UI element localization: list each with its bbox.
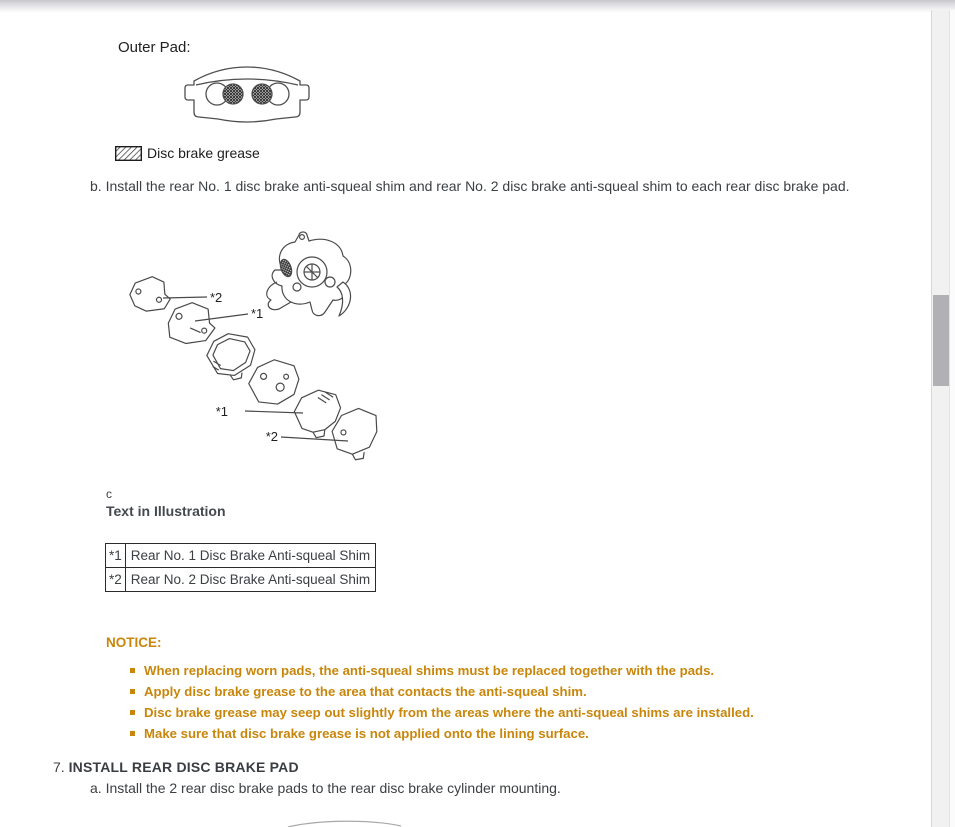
callout-key-cell: *1 xyxy=(106,544,126,568)
callout-bottom-shim1: *1 xyxy=(215,404,228,419)
square-bullet-icon xyxy=(130,731,135,736)
step-7-heading xyxy=(53,759,299,775)
grease-legend xyxy=(115,145,260,161)
scrollbar[interactable] xyxy=(931,10,950,827)
notice-item-text: When replacing worn pads, the anti-squeal shims must be replaced together with the pads. xyxy=(144,663,715,678)
square-bullet-icon xyxy=(130,710,135,715)
notice-item-text: Make sure that disc brake grease is not applied onto the lining surface. xyxy=(144,726,589,741)
substep-b-text: b. Install the rear No. 1 disc brake anti-squeal shim and rear No. 2 disc brake anti-squeal shim to each rear disc brake pad. xyxy=(90,178,850,194)
notice-item-text: Disc brake grease may seep out slightly from the areas where the anti-squeal shims are installed. xyxy=(144,705,754,720)
notice-item-text: Apply disc brake grease to the area that contacts the anti-squeal shim. xyxy=(144,684,587,699)
callout-key-cell: *2 xyxy=(106,568,126,592)
notice-item xyxy=(130,685,754,698)
notice-item xyxy=(130,706,754,719)
scrollbar-thumb[interactable] xyxy=(933,295,949,386)
step-number: 7. xyxy=(53,759,65,775)
text-in-illustration-title: Text in Illustration xyxy=(106,503,226,519)
notice-item xyxy=(130,727,754,740)
callout-value-cell: Rear No. 1 Disc Brake Anti-squeal Shim xyxy=(125,544,375,568)
right-edge-strip xyxy=(949,10,955,827)
substep-a-text: a. Install the 2 rear disc brake pads to the rear disc brake cylinder mounting. xyxy=(90,780,561,796)
table-row xyxy=(106,568,376,592)
callout-bottom-shim2: *2 xyxy=(265,429,278,444)
table-row xyxy=(106,544,376,568)
notice-list xyxy=(130,664,754,748)
callout-top-shim2: *2 xyxy=(210,290,223,305)
outer-pad-heading: Outer Pad: xyxy=(118,39,191,56)
callout-value-cell: Rear No. 2 Disc Brake Anti-squeal Shim xyxy=(125,568,375,592)
square-bullet-icon xyxy=(130,668,135,673)
hatch-swatch-icon xyxy=(115,146,142,161)
notice-item xyxy=(130,664,754,677)
step-title: INSTALL REAR DISC BRAKE PAD xyxy=(68,759,299,775)
notice-heading: NOTICE: xyxy=(106,635,162,650)
callout-top-shim1: *1 xyxy=(251,306,264,321)
exploded-view-illustration xyxy=(105,228,410,463)
legend-label: Disc brake grease xyxy=(147,145,260,161)
top-toolbar-shadow xyxy=(0,0,955,13)
figure-note: c xyxy=(106,487,112,501)
illustration-legend-table xyxy=(105,543,376,592)
next-illustration-edge xyxy=(287,820,402,827)
outer-pad-illustration xyxy=(180,64,314,136)
square-bullet-icon xyxy=(130,689,135,694)
